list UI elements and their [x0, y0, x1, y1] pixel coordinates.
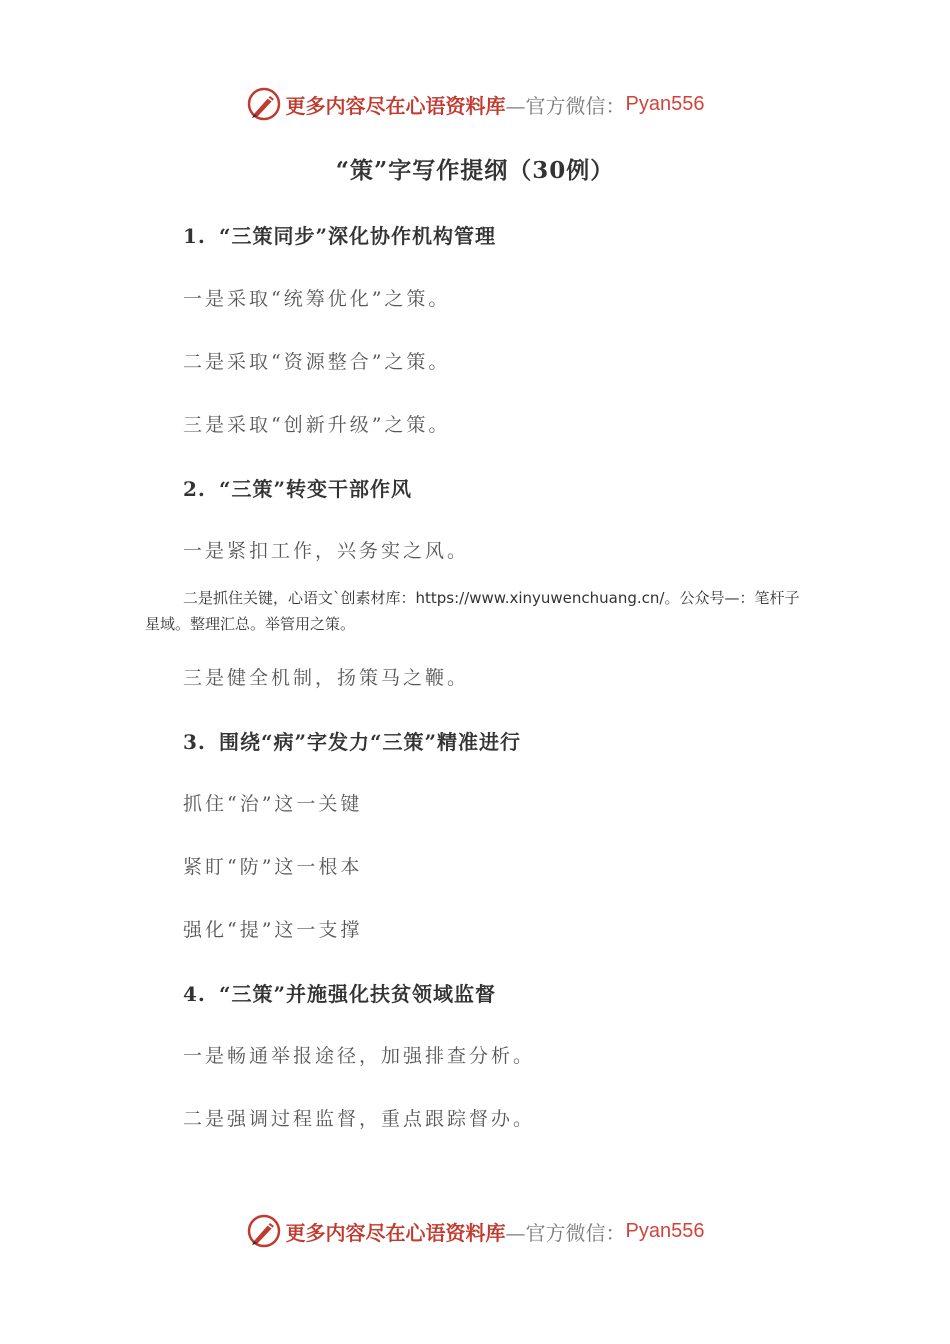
section-heading-2	[183, 473, 412, 502]
body-line: 二是采取“资源整合”之策。	[183, 351, 451, 373]
pen-logo-icon	[246, 1213, 282, 1249]
banner-wechat-id: Pyan556	[625, 1219, 705, 1242]
section-number: 1.	[183, 224, 206, 248]
section-heading-text: “三策同步”深化协作机构管理	[219, 224, 497, 248]
body-line: 一是畅通举报途径，加强排查分析。	[183, 1045, 536, 1067]
body-line: 一是采取“统筹优化”之策。	[183, 288, 451, 310]
banner-site-text: 更多内容尽在心语资料库	[285, 93, 506, 118]
section-heading-text: 围绕“病”字发力“三策”精准进行	[219, 730, 522, 754]
body-line: 抓住“治”这一关键	[183, 793, 363, 815]
banner-official-text: —官方微信：	[505, 93, 626, 118]
body-line: 三是采取“创新升级”之策。	[183, 414, 451, 436]
section-number: 3.	[183, 730, 206, 754]
section-number: 2.	[183, 477, 206, 501]
footer-banner	[0, 1211, 950, 1251]
body-line: 紧盯“防”这一根本	[183, 856, 363, 878]
header-banner	[0, 84, 950, 124]
body-line: 二是强调过程监督，重点跟踪督办。	[183, 1108, 536, 1130]
banner-wechat-id: Pyan556	[625, 92, 705, 115]
section-heading-text: “三策”并施强化扶贫领域监督	[219, 982, 497, 1006]
banner-official-text: —官方微信：	[505, 1220, 626, 1245]
inserted-paragraph: 二是抓住关键，心语文`创素材库：https://www.xinyuwenchuang.cn/。公众号—：笔杆子星域。整理汇总。举管用之策。	[145, 589, 800, 633]
banner-site-text: 更多内容尽在心语资料库	[285, 1220, 506, 1245]
section-heading-1	[183, 220, 496, 249]
body-line: 三是健全机制，扬策马之鞭。	[183, 667, 470, 689]
body-line: 一是紧扣工作，兴务实之风。	[183, 540, 470, 562]
section-heading-text: “三策”转变干部作风	[219, 477, 413, 501]
section-number: 4.	[183, 982, 206, 1006]
section-heading-3	[183, 726, 521, 755]
document-title: “策”字写作提纲（30例）	[335, 157, 615, 184]
section-heading-4	[183, 978, 496, 1007]
body-line: 强化“提”这一支撑	[183, 919, 363, 941]
pen-logo-icon	[246, 86, 282, 122]
